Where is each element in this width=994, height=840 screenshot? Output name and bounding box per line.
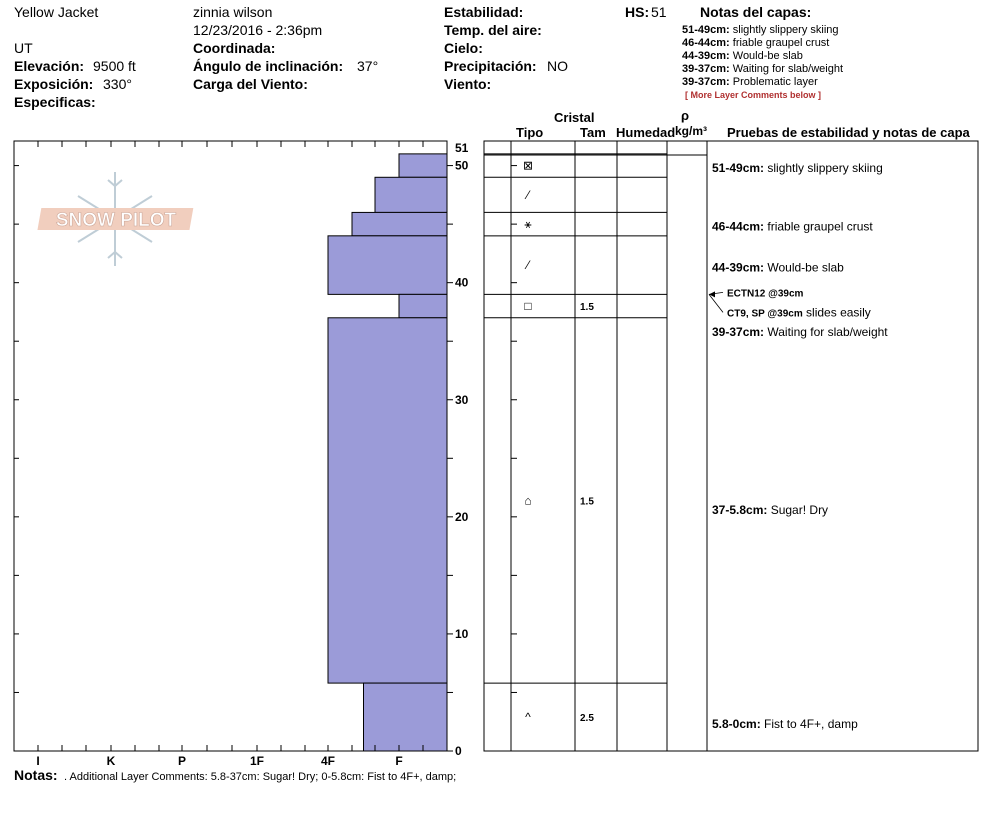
layer-note-range: 39-37cm: — [682, 63, 730, 75]
depth-tick-label: 50 — [455, 158, 469, 173]
layer-comment — [712, 717, 858, 731]
crystal-header: Cristal — [554, 110, 595, 125]
observation-datetime: 12/23/2016 - 2:36pm — [193, 22, 323, 38]
hardness-bar — [352, 212, 447, 235]
precip-label: Precipitación: — [444, 58, 537, 74]
hs-label: HS: — [625, 4, 650, 20]
elevation-label: Elevación: — [14, 58, 85, 74]
crystal-size: 1.5 — [580, 302, 594, 314]
slope-value: 37° — [357, 58, 379, 74]
location-name: Yellow Jacket — [14, 4, 99, 20]
watermark-text: SNOW PILOT — [55, 210, 177, 231]
crystal-type-symbol: □ — [524, 299, 532, 314]
crystal-type-symbol: ⚹ — [524, 217, 532, 232]
test-arrow-icon — [709, 291, 715, 297]
more-comments-link: [ More Layer Comments below ] — [685, 90, 822, 100]
depth-tick-label: 10 — [455, 626, 469, 641]
layer-comment-text: Fist to 4F+, damp — [760, 717, 858, 732]
rho-header: ρ — [681, 108, 690, 123]
crystal-type-symbol: ⁄ — [526, 258, 530, 273]
depth-tick-label: 51 — [455, 140, 469, 155]
layer-comment-range: 51-49cm: — [712, 160, 765, 175]
aspect-label: Exposición: — [14, 76, 94, 92]
test-pointer — [709, 294, 723, 312]
layer-comment-range: 46-44cm: — [712, 219, 765, 234]
hardness-bar — [364, 683, 448, 751]
crystal-type-symbol: ⌂ — [524, 493, 532, 508]
depth-tick-label: 30 — [455, 392, 469, 407]
hardness-label: 1F — [249, 754, 265, 768]
hardness-label: I — [36, 754, 40, 768]
crystal-size: 2.5 — [580, 713, 594, 725]
layer-note-range: 39-37cm: — [682, 76, 730, 88]
wind-load-label: Carga del Viento: — [193, 76, 308, 92]
layer-note-text: slightly slippery skiing — [729, 24, 839, 36]
layer-comment-text: Sugar! Dry — [767, 502, 829, 517]
crystal-type-symbol: ^ — [525, 710, 531, 725]
layer-comment — [712, 161, 883, 175]
layer-note-text: Problematic layer — [729, 76, 818, 88]
stability-test-note: slides easily — [802, 305, 871, 320]
layer-comment-text: Would-be slab — [764, 260, 844, 275]
layer-note-text: Would-be slab — [729, 50, 803, 62]
depth-tick-label: 0 — [455, 744, 462, 758]
air-temp-label: Temp. del aire: — [444, 22, 542, 38]
layer-comment — [712, 219, 873, 233]
state-name: UT — [14, 40, 33, 56]
snowpilot-watermark — [37, 172, 193, 266]
hardness-label: 4F — [320, 754, 336, 768]
size-header: Tam — [580, 125, 606, 140]
aspect-value: 330° — [103, 76, 132, 92]
hardness-bar — [328, 236, 447, 295]
sky-label: Cielo: — [444, 40, 483, 56]
layer-comment-range: 37-5.8cm: — [712, 502, 768, 517]
stability-label: Estabilidad: — [444, 4, 524, 20]
notes-text: . Additional Layer Comments: 5.8-37cm: Sugar! Dry; 0-5.8cm: Fist to 4F+, damp; — [64, 771, 457, 783]
observer-name: zinnia wilson — [193, 4, 273, 20]
crystal-type-symbol: ⊠ — [522, 158, 534, 173]
depth-tick-label: 40 — [455, 275, 469, 290]
precip-value: NO — [547, 58, 568, 74]
layer-comment-text: friable graupel crust — [764, 219, 873, 234]
notes-label: Notas: — [14, 767, 58, 783]
layer-note-text: friable graupel crust — [729, 37, 830, 49]
hardness-bar — [399, 294, 447, 317]
layer-note-range: 51-49cm: — [682, 24, 730, 36]
depth-tick-label: 20 — [455, 509, 469, 524]
stability-test-code: CT9, SP @39cm — [727, 308, 803, 320]
layer-notes-title: Notas del capas: — [700, 4, 812, 20]
tests-header: Pruebas de estabilidad y notas de capa — [727, 125, 970, 140]
layer-note-range: 46-44cm: — [682, 37, 730, 49]
moisture-header: Humedad — [616, 125, 676, 140]
hardness-label: F — [395, 754, 403, 768]
layer-comment — [712, 325, 888, 339]
density-unit-header: kg/m³ — [675, 124, 708, 138]
specifics-label: Especificas: — [14, 94, 96, 110]
stability-test-code: ECTN12 @39cm — [727, 288, 804, 300]
stability-test — [727, 288, 804, 299]
hardness-label: P — [177, 754, 187, 768]
layer-note-range: 44-39cm: — [682, 50, 730, 62]
hardness-bar — [399, 154, 447, 177]
hs-value: 51 — [651, 4, 667, 20]
layer-note-text: Waiting for slab/weight — [729, 63, 844, 75]
crystal-size: 1.5 — [580, 496, 594, 508]
layer-comment — [712, 503, 828, 517]
layer-comment-range: 5.8-0cm: — [712, 717, 761, 732]
type-header: Tipo — [516, 125, 544, 140]
layer-comment-text: Waiting for slab/weight — [764, 324, 888, 339]
hardness-label: K — [106, 754, 116, 768]
slope-label: Ángulo de inclinación: — [193, 58, 344, 74]
layer-comment-text: slightly slippery skiing — [764, 160, 883, 175]
stability-test — [727, 305, 871, 319]
hardness-bar — [375, 177, 447, 212]
coordinates-label: Coordinada: — [193, 40, 276, 56]
hardness-bar — [328, 318, 447, 683]
crystal-type-symbol: ⁄ — [526, 187, 530, 202]
layer-comment-range: 39-37cm: — [712, 324, 765, 339]
layer-comment-range: 44-39cm: — [712, 260, 765, 275]
wind-label: Viento: — [444, 76, 492, 92]
layer-comment — [712, 260, 844, 274]
elevation-value: 9500 ft — [93, 58, 136, 74]
